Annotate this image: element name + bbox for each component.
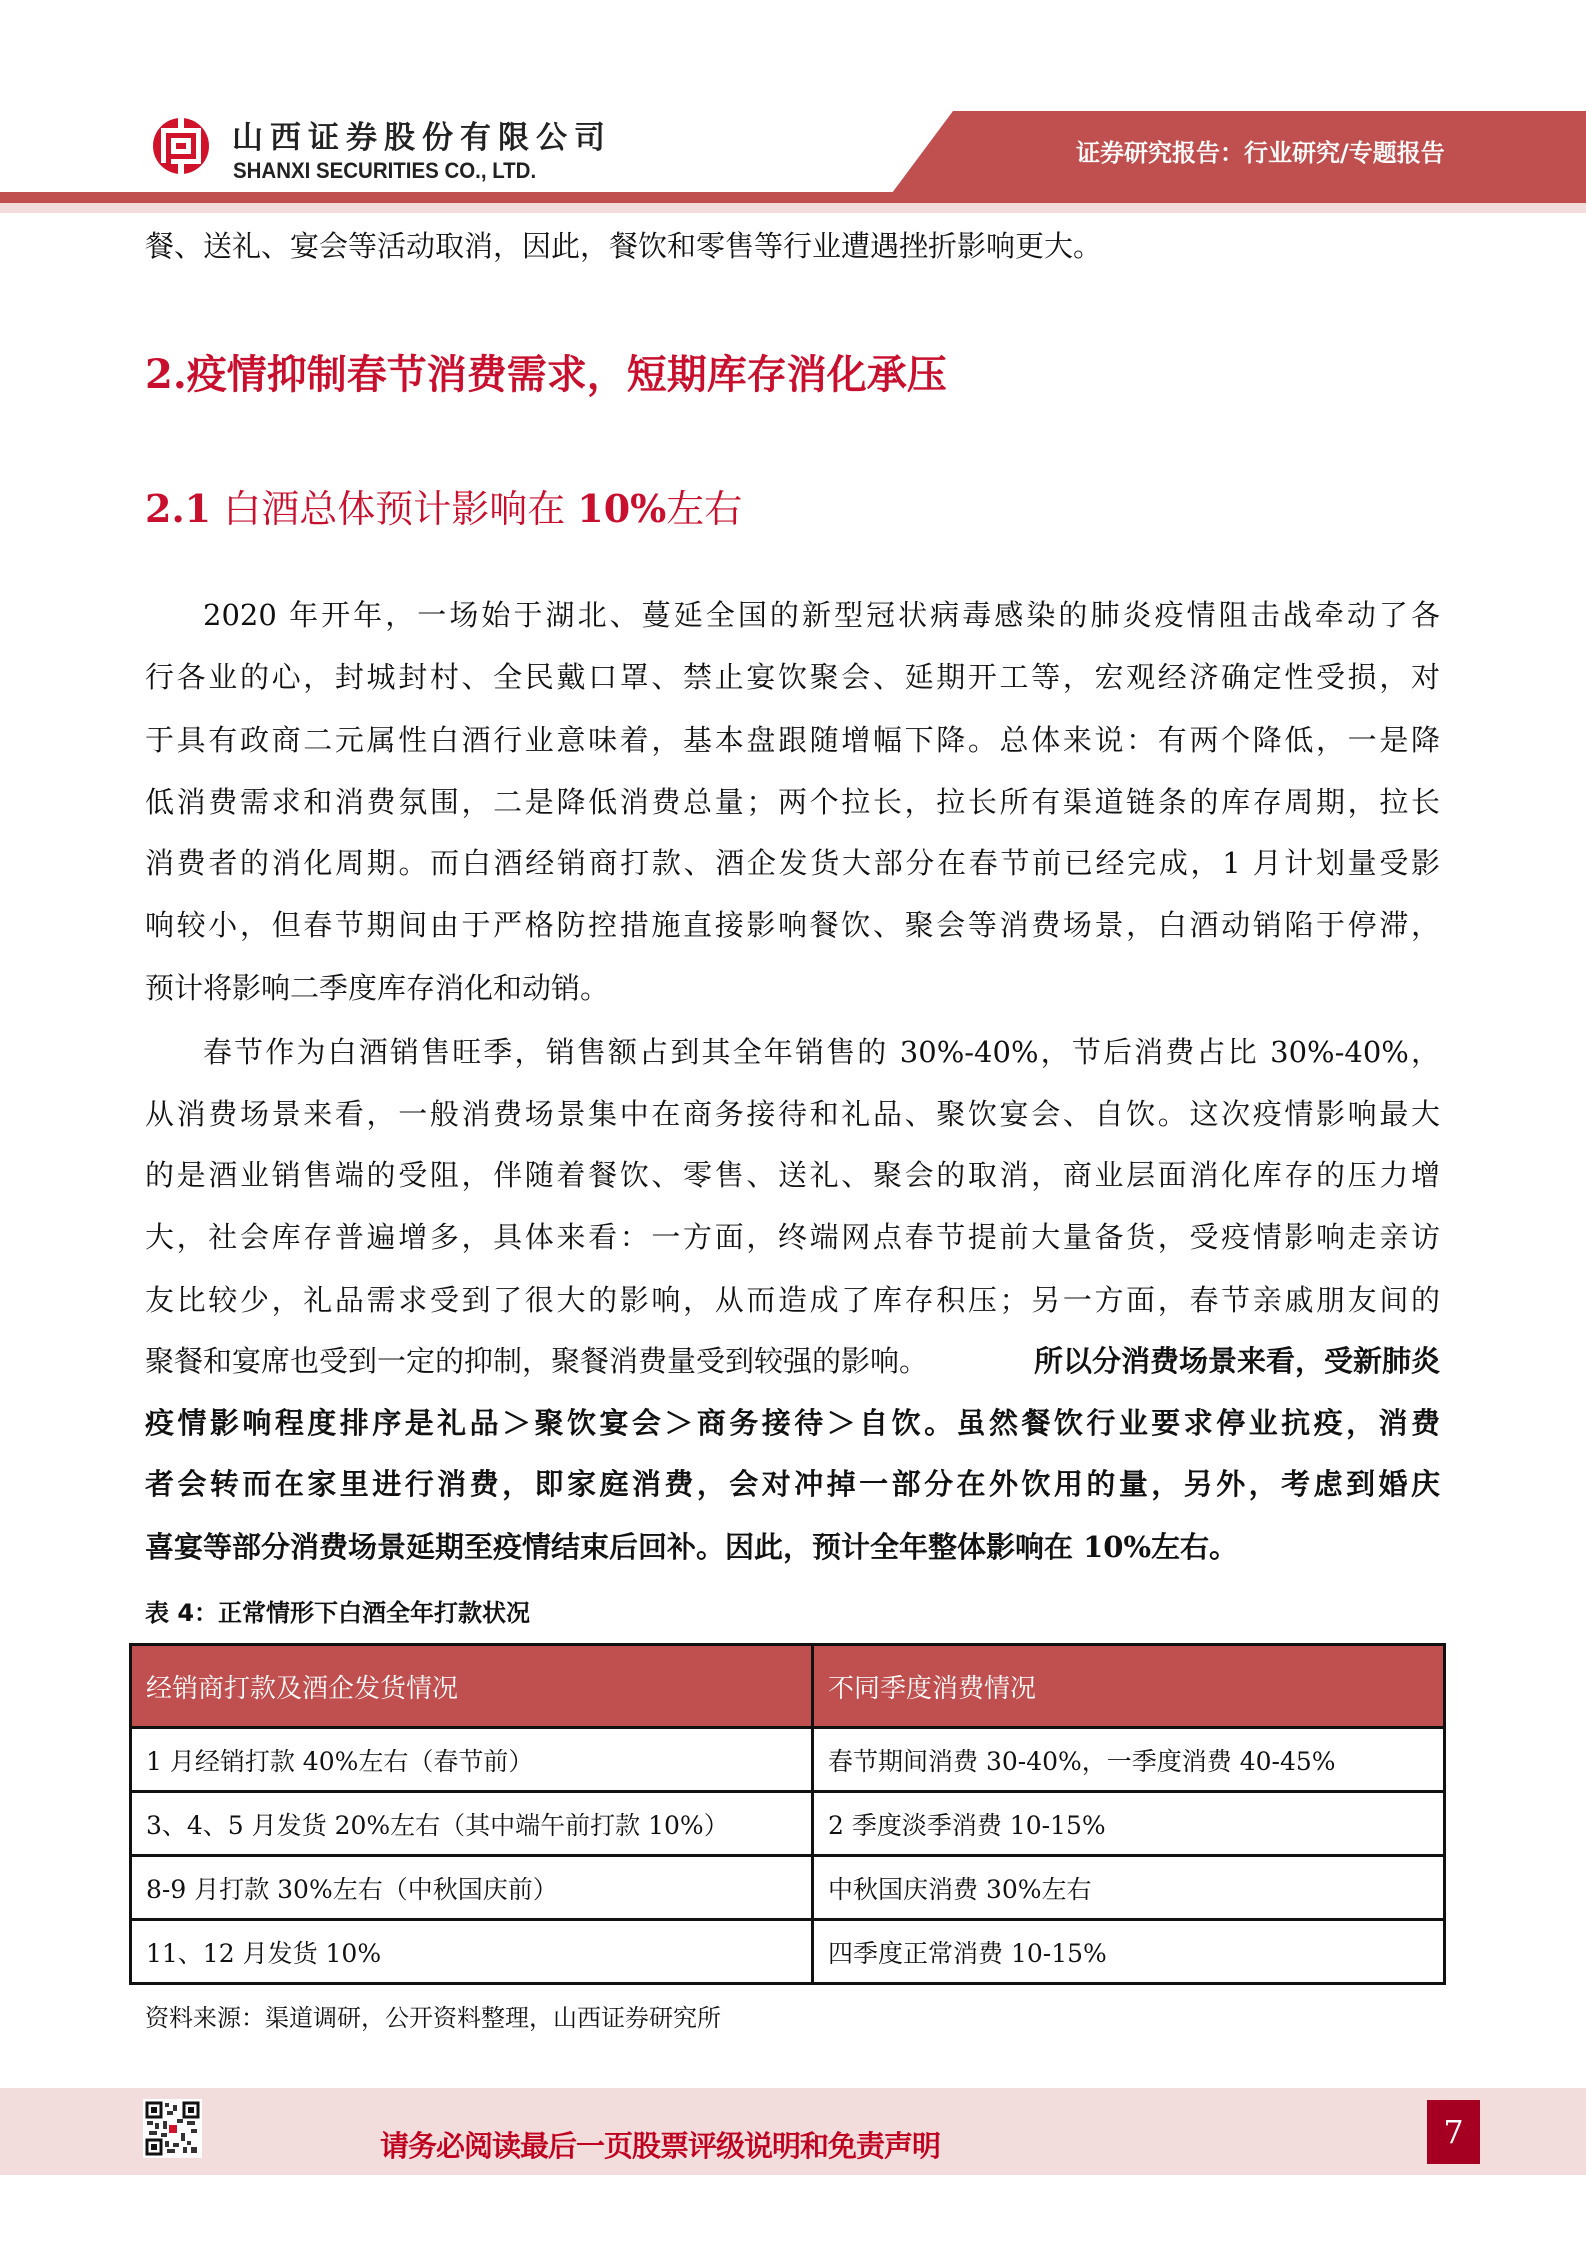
qr-code-icon (143, 2099, 202, 2158)
table-caption: 表 4：正常情形下白酒全年打款状况 (145, 1599, 531, 1627)
paragraph-line: 低消费需求和消费氛围，二是降低消费总量；两个拉长，拉长所有渠道链条的库存周期，拉长 (145, 785, 1440, 819)
column-header: 经销商打款及酒企发货情况 (131, 1645, 813, 1728)
table-cell: 8-9 月打款 30%左右（中秋国庆前） (131, 1856, 813, 1920)
page-number: 7 (1427, 2100, 1480, 2164)
table-cell: 春节期间消费 30-40%，一季度消费 40-45% (813, 1728, 1445, 1792)
paragraph-line: 2020 年开年，一场始于湖北、蔓延全国的新型冠状病毒感染的肺炎疫情阻击战牵动了各 (203, 598, 1440, 632)
subsection-heading (145, 486, 742, 532)
table-header-row (131, 1645, 1445, 1728)
plain-text: 聚餐和宴席也受到一定的抑制，聚餐消费量受到较强的影响。 (145, 1344, 929, 1378)
company-name-en: SHANXI SECURITIES CO., LTD. (233, 158, 537, 183)
subsection-percent: 10% (577, 486, 667, 531)
paragraph-line: 行各业的心，封城封村、全民戴口罩、禁止宴饮聚会、延期开工等，宏观经济确定性受损，对 (145, 660, 1440, 694)
paragraph-line: 预计将影响二季度库存消化和动销。 (145, 971, 610, 1005)
paragraph-line: 大，社会库存普遍增多，具体来看：一方面，终端网点春节提前大量备货，受疫情影响走亲访 (145, 1220, 1440, 1254)
table-cell: 1 月经销打款 40%左右（春节前） (131, 1728, 813, 1792)
table-row (131, 1920, 1445, 1984)
column-header: 不同季度消费情况 (813, 1645, 1445, 1728)
shipment-table (129, 1643, 1446, 1985)
section-heading: 2.疫情抑制春节消费需求，短期库存消化承压 (145, 351, 947, 398)
table-cell: 中秋国庆消费 30%左右 (813, 1856, 1445, 1920)
paragraph-line: 消费者的消化周期。而白酒经销商打款、酒企发货大部分在春节前已经完成，1 月计划量受影 (145, 846, 1440, 880)
table-row (131, 1856, 1445, 1920)
table-row (131, 1792, 1445, 1856)
paragraph-line: 响较小，但春节期间由于严格防控措施直接影响餐饮、聚会等消费场景，白酒动销陷于停滞， (145, 908, 1440, 942)
table-source: 资料来源：渠道调研，公开资料整理，山西证券研究所 (145, 2004, 721, 2032)
bold-paragraph-line: 者会转而在家里进行消费，即家庭消费，会对冲掉一部分在外饮用的量，另外，考虑到婚庆 (145, 1467, 1440, 1501)
bold-paragraph-line: 疫情影响程度排序是礼品＞聚饮宴会＞商务接待＞自饮。虽然餐饮行业要求停业抗疫，消费 (145, 1406, 1440, 1440)
table-cell: 3、4、5 月发货 20%左右（其中端午前打款 10%） (131, 1792, 813, 1856)
table-row (131, 1728, 1445, 1792)
report-type-label: 证券研究报告：行业研究/专题报告 (1076, 139, 1445, 167)
disclaimer-notice: 请务必阅读最后一页股票评级说明和免责声明 (380, 2129, 941, 2163)
paragraph-line: 从消费场景来看，一般消费场景集中在商务接待和礼品、聚饮宴会、自饮。这次疫情影响最大 (145, 1097, 1440, 1131)
paragraph-line: 春节作为白酒销售旺季，销售额占到其全年销售的 30%-40%，节后消费占比 30%-40%， (203, 1035, 1440, 1069)
paragraph-line: 的是酒业销售端的受阻，伴随着餐饮、零售、送礼、聚会的取消，商业层面消化库存的压力增 (145, 1158, 1440, 1192)
table-cell: 四季度正常消费 10-15% (813, 1920, 1445, 1984)
subsection-text-end: 左右 (666, 487, 743, 531)
company-name-cn: 山西证券股份有限公司 (232, 120, 612, 156)
table-cell: 11、12 月发货 10% (131, 1920, 813, 1984)
paragraph-line-mixed (145, 1341, 1440, 1381)
table-cell: 2 季度淡季消费 10-15% (813, 1792, 1445, 1856)
bold-paragraph-line: 喜宴等部分消费场景延期至疫情结束后回补。因此，预计全年整体影响在 10%左右。 (145, 1530, 1239, 1564)
subsection-text: 白酒总体预计影响在 (211, 487, 578, 531)
header-rule-light (0, 203, 1586, 213)
subsection-number: 2.1 (145, 486, 212, 531)
header-rule (0, 192, 1586, 203)
paragraph-line: 于具有政商二元属性白酒行业意味着，基本盘跟随增幅下降。总体来说：有两个降低，一是降 (145, 723, 1440, 757)
paragraph-line: 友比较少，礼品需求受到了很大的影响，从而造成了库存积压；另一方面，春节亲戚朋友间的 (145, 1283, 1440, 1317)
carryover-text: 餐、送礼、宴会等活动取消，因此，餐饮和零售等行业遭遇挫折影响更大。 (145, 229, 1103, 263)
bold-conclusion-text: 所以分消费场景来看，受新肺炎 (1033, 1344, 1440, 1378)
